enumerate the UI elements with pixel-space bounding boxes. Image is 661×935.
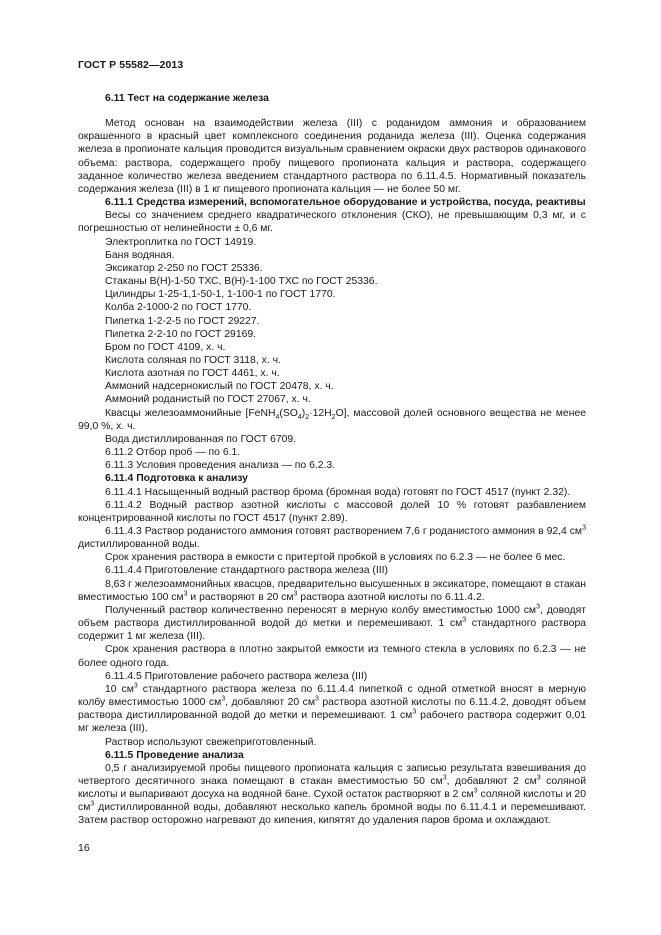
equipment-item: Стаканы В(Н)-1-50 ТХС, В(Н)-1-100 ТХС по ГОСТ 25336. — [105, 276, 378, 288]
equipment-item: Цилиндры 1-25-1,1-50-1, 1-100-1 по ГОСТ 1770. — [105, 289, 336, 301]
equipment-item: Эксикатор 2-250 по ГОСТ 25336. — [105, 262, 263, 274]
reagent-item: Бром по ГОСТ 4109, х. ч. — [105, 341, 226, 353]
equipment-item: Баня водяная. — [105, 249, 175, 261]
subsection-heading-6-11-5: 6.11.5 Проведение анализа — [105, 749, 244, 761]
subsection-6-11-2: 6.11.2 Отбор проб — по 6.1. — [105, 447, 241, 459]
section-intro: Метод основан на взаимодействии железа (III) с роданидом аммония и образованием окрашенного в красный цвет комплексного соединения роданида железа (III). Оценка содержания железа в пропионате кальция проводится визуальным сравнением окраски двух растворов одинакового объема: раствора, содержащего пробу пищевого пропионата кальция и раствора, содержащего заданное количество железа введением стандартного раствора по 6.11.4.5. Нормативный показатель содержания железа (III) в 1 кг пищевого пропионата кальция — не более 50 мг. — [78, 118, 586, 195]
equipment-item: Весы со значением среднего квадратического отклонения (СКО), не превышающим 0,3 мг, и с погрешностью от нелинейности ± 0,6 мг. — [78, 210, 586, 235]
subsection-6-11-3: 6.11.3 Условия проведения анализа — по 6.2.3. — [105, 460, 336, 472]
equipment-item: Электроплитка по ГОСТ 14919. — [105, 236, 257, 248]
paragraph-6-11-4-5: 6.11.4.5 Приготовление рабочего раствора железа (III) — [105, 670, 368, 682]
paragraph-6-11-4-1: 6.11.4.1 Насыщенный водный раствор брома (бромная вода) готовят по ГОСТ 4517 (пункт 2.32). — [105, 486, 571, 498]
reagent-item: Кислота азотная по ГОСТ 4461, х. ч. — [105, 368, 280, 380]
paragraph-6-11-4-4: 6.11.4.4 Приготовление стандартного раствора железа (III) — [105, 565, 388, 577]
reagent-item-alum: Квасцы железоаммонийные $[FeNH_4(SO_4)_2\cdot 12H_2O]$, массовой долей основного вещества не менее 99,0 %, х. ч. — [78, 407, 586, 432]
storage-note: Срок хранения раствора в емкости с притертой пробкой в условиях по 6.2.3 — не более 6 мес. — [105, 552, 566, 564]
reagent-item: Аммоний надсернокислый по ГОСТ 20478, х. ч. — [105, 381, 334, 393]
paragraph-6-11-4-2: 6.11.4.2 Водный раствор азотной кислоты с массовой долей 10 % готовят разбавлением концентрированной кислоты по ГОСТ 4517 (пункт 2.89). — [78, 499, 586, 524]
standard-solution-transfer: Полученный раствор количественно переносят в мерную колбу вместимостью 1000 $см^3$, доводят объем раствора дистиллированной водой до метки и перемешивают. 1 $см^3$ стандартного раствора содержит 1 мг железа (III). — [78, 603, 586, 643]
standard-solution-prep: 8,63 г железоаммонийных квасцов, предварительно высушенных в эксикаторе, помещают в стакан вместимостью 100 $см^3$ и растворяют в 20 $см^3$ раствора азотной кислоты по 6.11.4.2. — [78, 578, 586, 603]
subsection-heading-6-11-1: 6.11.1 Средства измерений, вспомогательное оборудование и устройства, посуда, реактивы — [105, 197, 586, 209]
working-solution-prep: 10 $см^3$ стандартного раствора железа по 6.11.4.4 пипеткой с одной отметкой вносят в мерную колбу вместимостью 1000 $см^3$, добавляют 20 $см^3$ раствора азотной кислоты по 6.11.4.2, доводят объем раствора дистиллированной водой до метки и перемешивают. 1 $см^3$ рабочего раствора содержит 0,01 мг железа (III). — [78, 682, 586, 735]
page-number: 16 — [78, 842, 90, 854]
storage-note: Срок хранения раствора в плотно закрытой емкости из темного стекла в условиях по 6.2.3 — не более одного года. — [78, 644, 586, 669]
reagent-item: Аммоний роданистый по ГОСТ 27067, х. ч. — [105, 394, 311, 406]
subsection-heading-6-11-4: 6.11.4 Подготовка к анализу — [105, 473, 248, 485]
analysis-procedure: 0,5 г анализируемой пробы пищевого пропионата кальция с записью результата взвешивания до четвертого десятичного знака помещают в стакан вместимостью 50 $см^3$, добавляют 2 $см^3$ соляной кислоты и выпаривают досуха на водяной бане. Сухой остаток растворяют в 2 $см^3$ соляной кислоты и 20 $см^3$ дистиллированной воды, добавляют несколько капель бромной воды по 6.11.4.1 и перемешивают. Затем раствор осторожно нагревают до кипения, кипятят до удаления паров брома и охлаждают. — [78, 762, 586, 827]
document-header: ГОСТ Р 55582—2013 — [78, 59, 184, 71]
reagent-item: Кислота соляная по ГОСТ 3118, х. ч. — [105, 354, 281, 366]
equipment-item: Пипетка 1-2-2-5 по ГОСТ 29227. — [105, 315, 260, 327]
equipment-item: Пипетка 2-2-10 по ГОСТ 29169. — [105, 328, 257, 340]
section-title: 6.11 Тест на содержание железа — [105, 93, 269, 104]
paragraph-6-11-4-3: 6.11.4.3 Раствор роданистого аммония готовят растворением 7,6 г роданистого аммония в 92,4 $см^3$ дистиллированной воды. — [78, 524, 586, 551]
reagent-item: Вода дистиллированная по ГОСТ 6709. — [105, 433, 297, 445]
document-body — [78, 92, 586, 828]
equipment-item: Колба 2-1000-2 по ГОСТ 1770. — [105, 302, 252, 314]
working-solution-note: Раствор используют свежеприготовленный. — [105, 736, 317, 748]
